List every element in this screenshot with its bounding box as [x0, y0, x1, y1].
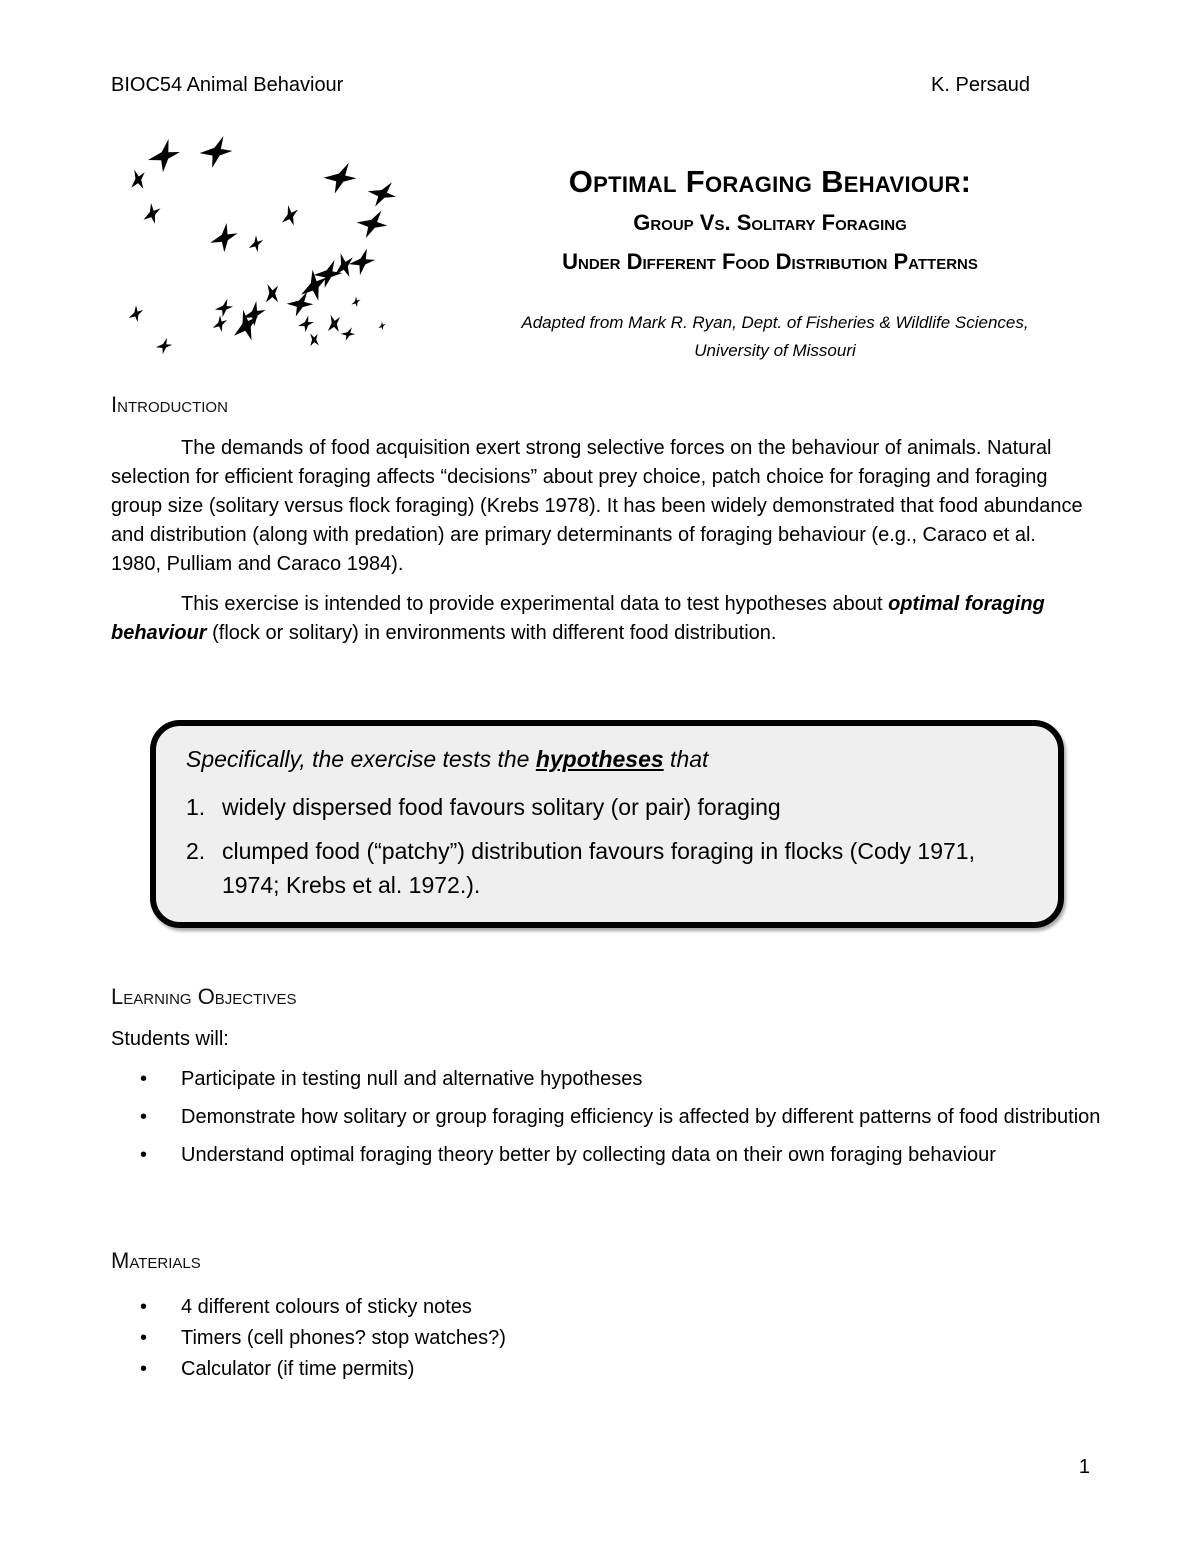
bullet-icon: • — [140, 1106, 148, 1128]
objective-text: Demonstrate how solitary or group foraging efficiency is affected by different patterns of food distribution — [181, 1106, 1101, 1128]
intro-para2-pre: This exercise is intended to provide experimental data to test hypotheses about — [181, 593, 889, 615]
list-item — [111, 1141, 1101, 1170]
list-item — [111, 1354, 1101, 1385]
hypotheses-intro — [186, 746, 708, 773]
objectives-heading: Learning Objectives — [111, 984, 297, 1009]
document-title: Optimal Foraging Behaviour: — [568, 164, 972, 199]
introduction-paragraph-1 — [111, 434, 1091, 579]
objective-text: Understand optimal foraging theory better by collecting data on their own foraging behaviour — [181, 1144, 996, 1166]
bullet-icon: • — [140, 1327, 148, 1349]
hypothesis-number: 1. — [186, 794, 206, 820]
attribution — [440, 309, 1110, 365]
intro-para1-text: The demands of food acquisition exert strong selective forces on the behaviour of animals. Natural selection for efficient foraging affects “decisions” about prey choice, patch choice for foraging and foraging group size (solitary versus flock foraging) (Krebs 1978). It has been widely demonstrated that food abundance and distribution (along with predation) are primary determinants of foraging behaviour (e.g., Caraco et al. 1980, Pulliam and Caraco 1984). — [111, 437, 1083, 575]
document-subtitle-1: Group Vs. Solitary Foraging — [633, 210, 907, 235]
document-subtitle-2: Under Different Food Distribution Patterns — [562, 249, 978, 274]
introduction-heading: Introduction — [111, 392, 228, 417]
hypothesis-text: widely dispersed food favours solitary (or pair) foraging — [222, 794, 781, 820]
material-text: 4 different colours of sticky notes — [181, 1296, 472, 1318]
attribution-line-1: Adapted from Mark R. Ryan, Dept. of Fisheries & Wildlife Sciences, — [521, 313, 1029, 332]
material-text: Calculator (if time permits) — [181, 1358, 415, 1380]
list-item — [111, 1065, 1101, 1094]
list-item — [111, 1103, 1101, 1132]
hypothesis-item — [186, 834, 1036, 898]
bullet-icon: • — [140, 1358, 148, 1380]
attribution-line-2: University of Missouri — [694, 341, 856, 360]
list-item — [111, 1292, 1101, 1323]
header-course: BIOC54 Animal Behaviour — [111, 74, 344, 96]
objectives-lead: Students will: — [111, 1028, 229, 1050]
intro-para2-emphasis: optimal foraging behaviour — [111, 593, 1045, 644]
bullet-icon: • — [140, 1068, 148, 1090]
hyp-intro-keyword: hypotheses — [535, 746, 664, 772]
list-item — [111, 1323, 1101, 1354]
hypothesis-text: clumped food (“patchy”) distribution favours foraging in flocks (Cody 1971, 1974; Krebs et al. 1972.). — [222, 838, 975, 898]
hypotheses-callout-box — [150, 720, 1064, 928]
bird-flock-illustration — [120, 128, 400, 360]
materials-list — [111, 1292, 1101, 1385]
objectives-list — [111, 1065, 1101, 1179]
introduction-paragraph-2 — [111, 590, 1091, 648]
hyp-intro-pre: Specifically, the exercise tests the — [186, 746, 536, 772]
materials-heading: Materials — [111, 1248, 201, 1273]
bullet-icon: • — [140, 1296, 148, 1318]
page-number: 1 — [1078, 1456, 1090, 1478]
header-author: K. Persaud — [931, 74, 1030, 96]
bullet-icon: • — [140, 1144, 148, 1166]
bird-flock-icon — [126, 130, 400, 356]
intro-para2-post: (flock or solitary) in environments with different food distribution. — [206, 622, 777, 644]
material-text: Timers (cell phones? stop watches?) — [181, 1327, 506, 1349]
hypothesis-number: 2. — [186, 838, 206, 864]
hypothesis-item — [186, 790, 1036, 824]
objective-text: Participate in testing null and alternative hypotheses — [181, 1068, 643, 1090]
hyp-intro-post: that — [663, 746, 709, 772]
